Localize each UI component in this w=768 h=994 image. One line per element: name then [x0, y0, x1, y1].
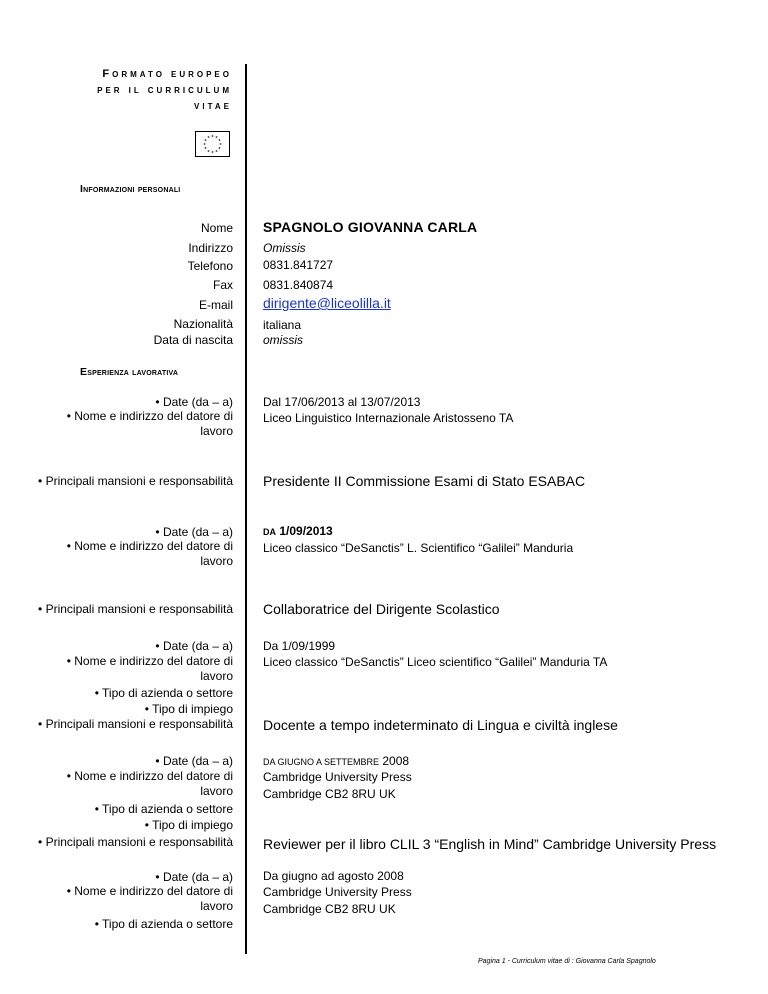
label-date-3: • Date (da – a) — [155, 639, 233, 653]
title-line-3: vitae — [194, 100, 232, 112]
date-text-2: 1/09/2013 — [279, 524, 333, 538]
label-employer-3: • Nome e indirizzo del datore di lavoro — [66, 654, 233, 683]
value-fax: 0831.840874 — [263, 278, 334, 292]
value-employer-1: Liceo Linguistico Internazionale Aristosseno TA — [263, 411, 514, 425]
date-prefix-4: DA GIUGNO A SETTEMBRE — [263, 757, 380, 767]
value-nationality: italiana — [263, 318, 302, 332]
value-name: SPAGNOLO GIOVANNA CARLA — [263, 219, 478, 235]
section-title-personal: Informazioni personali — [80, 183, 181, 195]
label-duties-4: • Principali mansioni e responsabilità — [38, 835, 233, 849]
value-phone: 0831.841727 — [263, 258, 334, 272]
date-prefix-2: DA — [263, 527, 276, 537]
label-date-4: • Date (da – a) — [155, 754, 233, 768]
value-date-4 — [263, 753, 409, 770]
value-date-2 — [263, 523, 333, 540]
title-line-2: per il curriculum — [97, 84, 232, 96]
value-duties-1: Presidente II Commissione Esami di Stato ESABAC — [263, 473, 586, 489]
date-text-4: 2008 — [382, 754, 410, 768]
label-nationality: Nazionalità — [173, 317, 233, 331]
column-divider — [245, 64, 247, 954]
label-date-5: • Date (da – a) — [155, 870, 233, 884]
label-address: Indirizzo — [188, 241, 233, 255]
section-title-experience: Esperienza lavorativa — [80, 366, 179, 378]
label-sector-4: • Tipo di azienda o settore — [94, 802, 233, 816]
page-footer: Pagina 1 - Curriculum vitae di : Giovanna Carla Spagnolo — [478, 958, 656, 965]
label-employer-5: • Nome e indirizzo del datore di lavoro — [66, 884, 233, 913]
label-birth-date: Data di nascita — [153, 333, 233, 347]
label-duties-1: • Principali mansioni e responsabilità — [38, 474, 233, 488]
label-date-1: • Date (da – a) — [155, 395, 233, 409]
title-line-1: Formato europeo — [102, 68, 232, 80]
document-title — [40, 66, 232, 114]
value-date-3: Da 1/09/1999 — [263, 639, 336, 653]
label-date-2: • Date (da – a) — [155, 525, 233, 539]
value-employer-2: Liceo classico “DeSanctis” L. Scientifico “Galilei” Manduria — [263, 541, 574, 555]
value-date-5: Da giugno ad agosto 2008 — [263, 869, 404, 883]
value-birth-date: omissis — [263, 333, 304, 347]
label-phone: Telefono — [187, 259, 233, 273]
label-job-type-4: • Tipo di impiego — [144, 818, 233, 832]
email-link[interactable]: dirigente@liceolilla.it — [263, 295, 391, 311]
value-duties-4: Reviewer per il libro CLIL 3 “English in Mind” Cambridge University Press — [263, 836, 717, 852]
value-employer-5-line-2: Cambridge CB2 8RU UK — [263, 902, 396, 916]
value-duties-3: Docente a tempo indeterminato di Lingua e civiltà inglese — [263, 717, 618, 733]
label-email: E-mail — [198, 298, 233, 312]
label-name: Nome — [200, 221, 233, 235]
value-employer-4-line-1: Cambridge University Press — [263, 770, 412, 784]
label-employer-1: • Nome e indirizzo del datore di lavoro — [66, 409, 233, 438]
label-duties-3: • Principali mansioni e responsabilità — [38, 717, 233, 731]
value-employer-5-line-1: Cambridge University Press — [263, 885, 412, 899]
label-fax: Fax — [212, 278, 233, 292]
label-duties-2: • Principali mansioni e responsabilità — [38, 602, 233, 616]
label-job-type-3: • Tipo di impiego — [144, 702, 233, 716]
value-employer-4-line-2: Cambridge CB2 8RU UK — [263, 787, 396, 801]
label-sector-5: • Tipo di azienda o settore — [94, 917, 233, 931]
value-address: Omissis — [263, 241, 306, 255]
value-employer-3: Liceo classico “DeSanctis” Liceo scientifico “Galilei” Manduria TA — [263, 655, 608, 669]
value-date-1: Dal 17/06/2013 al 13/07/2013 — [263, 395, 421, 409]
label-employer-4: • Nome e indirizzo del datore di lavoro — [66, 769, 233, 798]
value-duties-2: Collaboratrice del Dirigente Scolastico — [263, 601, 500, 617]
label-sector-3: • Tipo di azienda o settore — [94, 686, 233, 700]
eu-flag-icon — [195, 131, 230, 157]
label-employer-2: • Nome e indirizzo del datore di lavoro — [66, 539, 233, 568]
